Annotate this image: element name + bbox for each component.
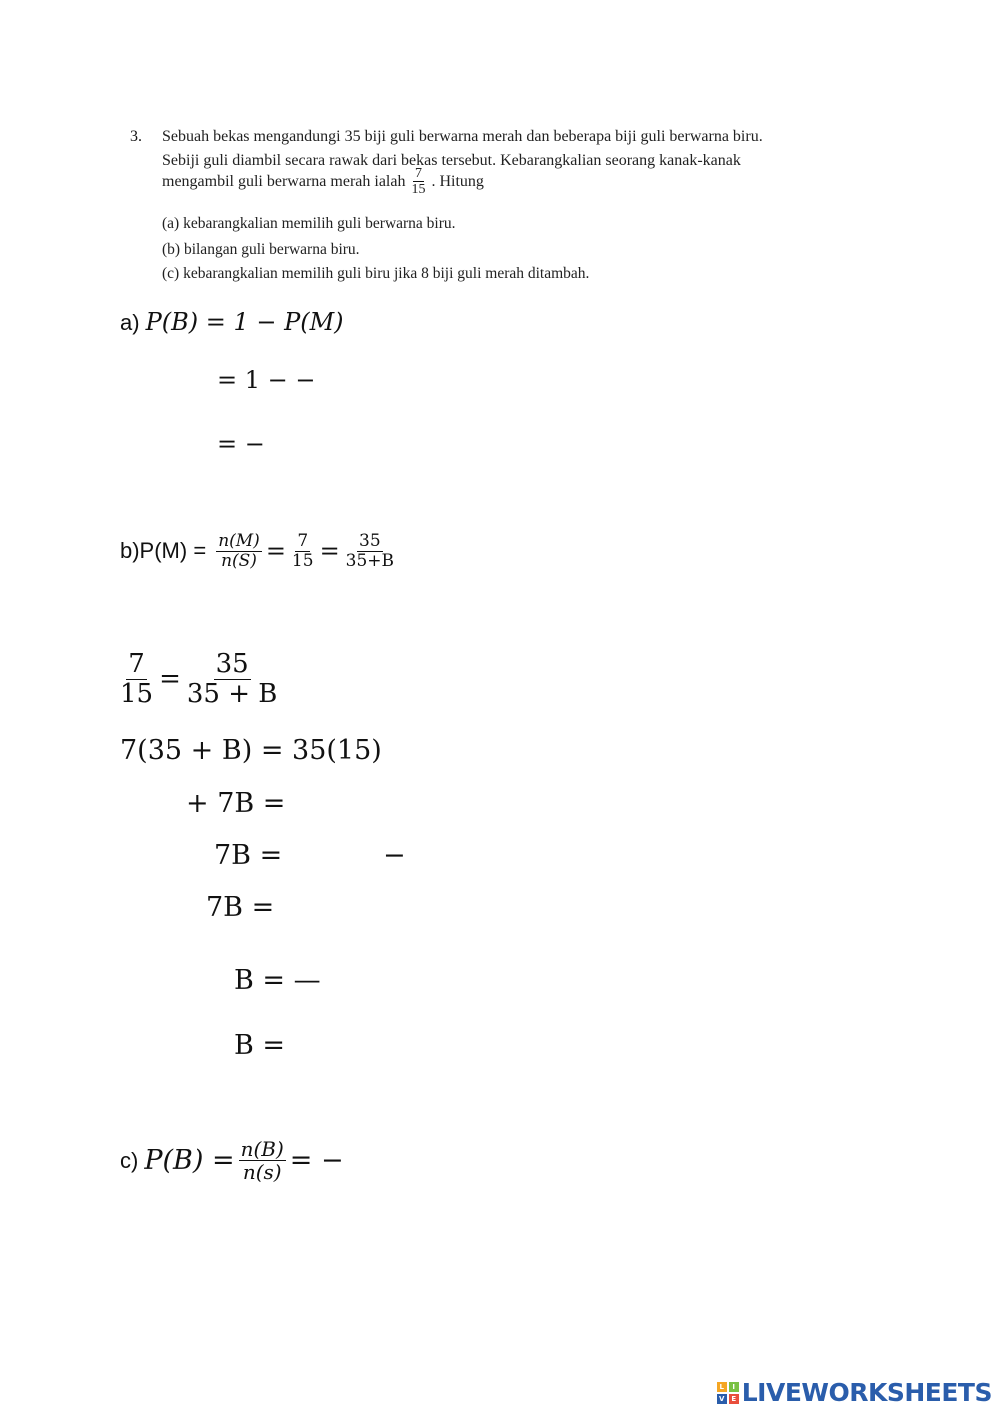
answer-a-label: a) <box>120 310 140 335</box>
answer-b-fraction-nm-ns <box>216 532 262 570</box>
logo-letter-i: I <box>729 1382 739 1392</box>
question-part-a: (a) kebarangkalian memilih guli berwarna biru. <box>162 215 456 232</box>
answer-c-fraction-numerator: n(B) <box>240 1137 284 1161</box>
answer-c-fraction-denominator: n(s) <box>242 1160 282 1184</box>
answer-b-fraction-35-35b <box>344 532 396 570</box>
logo-letter-l: L <box>717 1382 727 1392</box>
answer-b-step-2: + 7B = <box>186 788 286 819</box>
answer-a-line-1 <box>120 308 344 337</box>
question-line-3-end: . Hitung <box>431 172 484 190</box>
answer-b-big-fraction-2-numerator: 35 <box>215 649 249 679</box>
answer-b-fraction-1-numerator: n(M) <box>218 531 260 551</box>
answer-b-big-fraction-7-15 <box>118 650 155 708</box>
question-number: 3. <box>130 128 142 145</box>
answer-b-big-fraction-1-numerator: 7 <box>128 649 145 679</box>
answer-a-line-2: = 1 − − <box>217 366 316 394</box>
logo-letter-v: V <box>717 1394 727 1404</box>
answer-a-line-3: = − <box>217 430 265 458</box>
answer-a-equation: P(B) = 1 − P(M) <box>145 308 344 336</box>
question-part-b: (b) bilangan guli berwarna biru. <box>162 241 360 258</box>
liveworksheets-icon <box>717 1382 739 1404</box>
logo-letter-e: E <box>729 1394 739 1404</box>
answer-b-step-5: B = — <box>234 965 321 996</box>
answer-b-step-3: 7B = <box>214 840 283 871</box>
answer-b-line-1 <box>120 532 400 570</box>
answer-c-rhs: = − <box>289 1145 344 1176</box>
liveworksheets-text: LIVEWORKSHEETS <box>741 1378 992 1407</box>
answer-b-step-3-minus: − <box>383 840 406 871</box>
answer-c-label: c) <box>120 1147 139 1173</box>
answer-b-big-fraction-1-denominator: 15 <box>120 678 154 709</box>
answer-b-equals-2: = <box>319 537 340 566</box>
question-fraction-denominator: 15 <box>411 182 426 198</box>
liveworksheets-logo <box>717 1378 992 1407</box>
answer-b-proportion <box>118 650 279 708</box>
answer-b-step-1: 7(35 + B) = 35(15) <box>120 735 382 766</box>
answer-b-fraction-2-denominator: 15 <box>291 550 314 571</box>
question-line-1: Sebuah bekas mengandungi 35 biji guli berwarna merah dan beberapa biji guli berwarna biru. <box>162 128 763 145</box>
question-line-3-text: mengambil guli berwarna merah ialah <box>162 172 406 190</box>
answer-b-label: b)P(M) = <box>120 538 207 564</box>
question-part-c: (c) kebarangkalian memilih guli biru jika 8 biji guli merah ditambah. <box>162 265 590 282</box>
answer-b-fraction-7-15 <box>290 532 316 570</box>
question-fraction <box>409 166 427 198</box>
answer-b-big-fraction-2-denominator: 35 + B <box>186 678 278 709</box>
answer-c-line <box>120 1138 344 1183</box>
question-fraction-numerator: 7 <box>414 166 422 181</box>
answer-b-step-4: 7B = <box>206 892 275 923</box>
answer-c-fraction <box>239 1138 286 1183</box>
answer-b-fraction-3-numerator: 35 <box>359 531 381 551</box>
answer-b-big-equals: = <box>159 664 181 695</box>
question-line-3 <box>162 166 484 198</box>
answer-b-fraction-2-numerator: 7 <box>297 531 309 551</box>
question-line-2: Sebiji guli diambil secara rawak dari bekas tersebut. Kebarangkalian seorang kanak-kanak <box>162 152 741 169</box>
answer-b-step-6: B = <box>234 1030 286 1061</box>
answer-b-equals-1: = <box>265 537 286 566</box>
answer-b-big-fraction-35-35b <box>185 650 280 708</box>
answer-c-lhs: P(B) = <box>144 1145 235 1176</box>
answer-b-fraction-1-denominator: n(S) <box>221 550 257 571</box>
answer-b-fraction-3-denominator: 35+B <box>345 550 395 571</box>
